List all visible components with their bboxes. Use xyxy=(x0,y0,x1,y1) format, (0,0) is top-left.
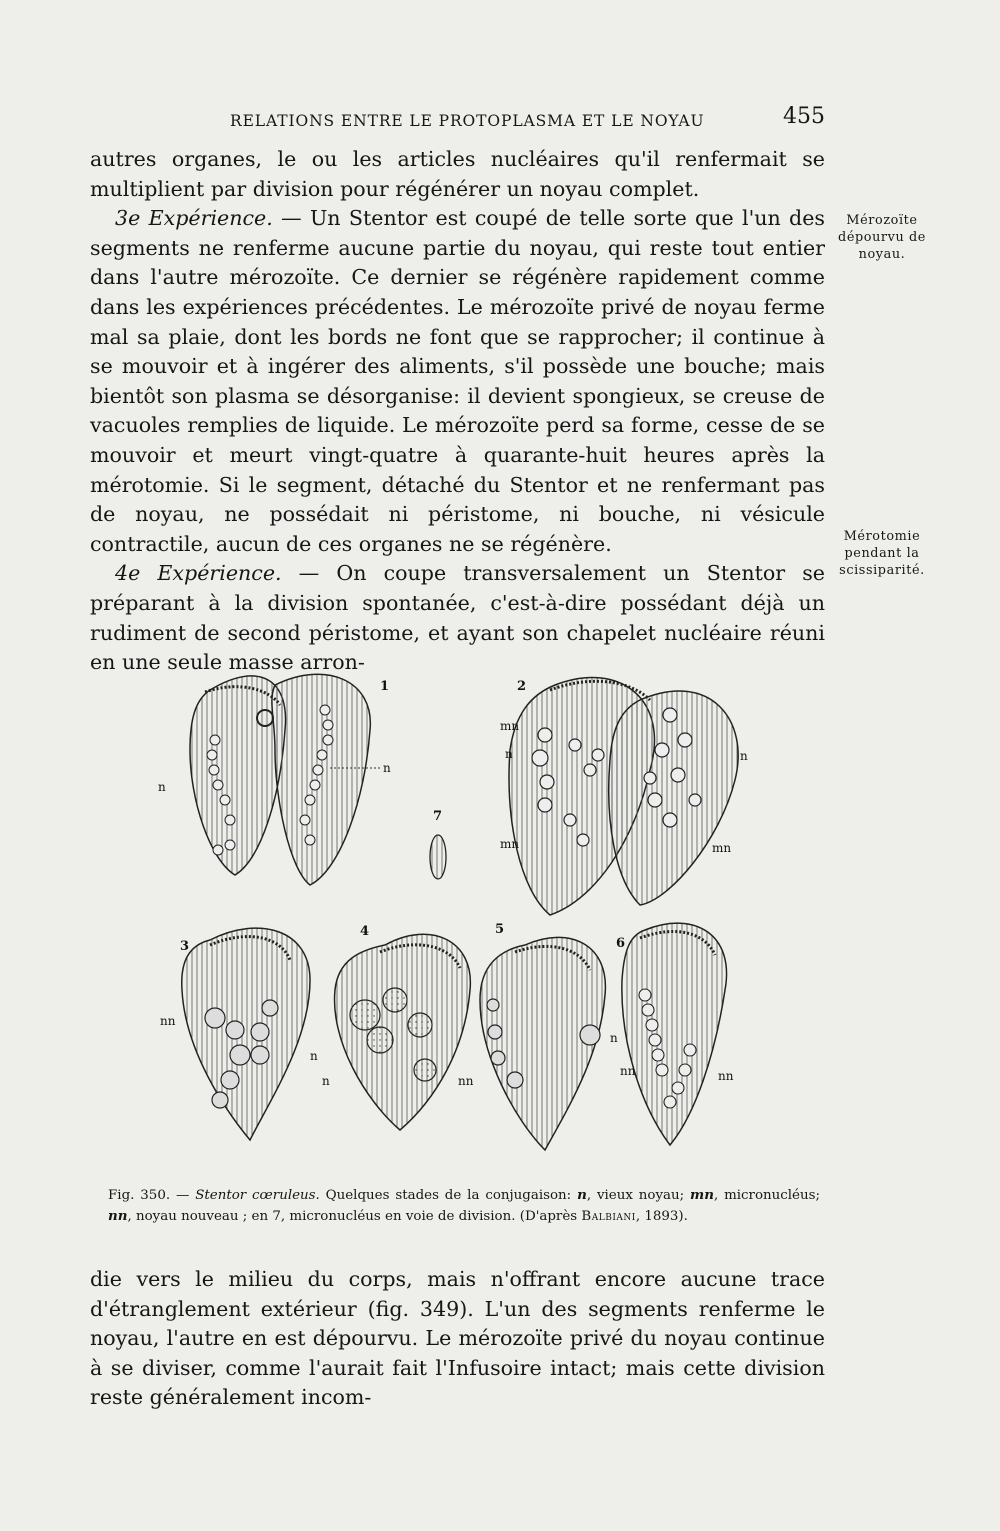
stage-2-drawing xyxy=(509,678,738,915)
annotation-nn: nn xyxy=(160,1014,176,1028)
stage-label-3: 3 xyxy=(180,939,190,954)
annotation-n: n xyxy=(383,761,391,775)
side-note-merotomie xyxy=(832,528,932,579)
caption-text: , noyau nouveau ; en 7, micronucléus en voie de division. (D'après xyxy=(127,1209,582,1224)
caption-species: Stentor cœruleus. xyxy=(195,1188,320,1203)
experience-4-text: — On coupe transversalement un Stentor se préparant à la division spontanée, c'est-à-dire possédant déjà un rudiment de second péristome, et ayant son chapelet nucléaire réuni en une seule masse arron- xyxy=(90,561,825,675)
stage-6-drawing xyxy=(622,923,727,1145)
side-note-line: noyau. xyxy=(858,247,906,262)
side-note-line: dépourvu de xyxy=(838,230,926,245)
annotation-n: n xyxy=(505,747,513,761)
side-note-line: Mérozoïte xyxy=(846,213,918,228)
annotation-mn: mn xyxy=(500,837,520,851)
caption-author: Balbiani xyxy=(581,1209,636,1224)
stage-4-drawing xyxy=(335,934,471,1130)
stage-label-4: 4 xyxy=(360,924,370,939)
caption-fig-number: Fig. 350. — xyxy=(108,1188,190,1203)
side-note-line: Mérotomie xyxy=(843,529,921,544)
side-note-line: scissiparité. xyxy=(839,563,925,578)
stentor-figure xyxy=(150,660,770,1160)
experience-3-text: — Un Stentor est coupé de telle sorte que l'un des segments ne renferme aucune partie du noyau, qui reste tout entier dans l'autre mérozoïte. Ce dernier se régénère rapidement comme dans les expériences précédentes. Le mérozoïte privé de noyau ferme mal sa plaie, dont les bords ne font que se rapprocher; il continue à se mouvoir et à ingérer des aliments, s'il possède une bouche; mais bientôt son plasma se désorganise: il devient spongieux, se creuse de vacuoles remplies de liquide. Le mérozoïte perd sa forme, cesse de se mouvoir et meurt vingt-quatre à quarante-huit heures après la mérotomie. Si le segment, détaché du Stentor et ne renfermant pas de noyau, ne possédait ni péristome, ni bouche, ni vésicule contractile, aucun de ces organes ne se régénère. xyxy=(90,206,825,556)
stage-label-6: 6 xyxy=(616,936,626,951)
annotation-n: n xyxy=(610,1031,618,1045)
experience-3-label: 3e Expérience. xyxy=(115,206,273,231)
annotation-n: n xyxy=(158,780,166,794)
header-title: RELATIONS ENTRE LE PROTOPLASMA ET LE NOYAU xyxy=(230,112,705,130)
caption-symbol-mn: mn xyxy=(690,1187,714,1203)
annotation-n: n xyxy=(322,1074,330,1088)
annotation-nn: nn xyxy=(620,1064,636,1078)
stage-1-drawing xyxy=(190,674,370,885)
stage-5-drawing xyxy=(480,937,605,1150)
stage-label-2: 2 xyxy=(517,679,527,694)
caption-text: , vieux noyau; xyxy=(586,1188,691,1203)
annotation-n: n xyxy=(310,1049,318,1063)
caption-text: Quelques stades de la conjugaison: xyxy=(319,1188,578,1203)
annotation-mn: mn xyxy=(500,719,520,733)
stage-7-drawing xyxy=(430,835,446,879)
top-text-block xyxy=(90,145,825,678)
caption-symbol-nn: nn xyxy=(108,1208,128,1224)
side-note-line: pendant la xyxy=(844,546,920,561)
stage-3-drawing xyxy=(182,928,310,1140)
paragraph-experience-3 xyxy=(90,204,825,559)
annotation-mn: mn xyxy=(712,841,732,855)
side-note-merozoite xyxy=(832,212,932,263)
stage-label-1: 1 xyxy=(380,679,390,694)
caption-text: , 1893). xyxy=(635,1209,688,1224)
annotation-nn: nn xyxy=(458,1074,474,1088)
stage-label-7: 7 xyxy=(433,809,443,824)
stentor-illustration xyxy=(150,660,770,1160)
experience-4-label: 4e Expérience. xyxy=(115,561,282,586)
paragraph-continuation-bottom: die vers le milieu du corps, mais n'offrant encore aucune trace d'étranglement extérieur (fig. 349). L'un des segments renferme le noyau, l'autre en est dépourvu. Le mérozoïte privé du noyau continue à se diviser, comme l'aurait fait l'Infusoire intact; mais cette division reste généralement incom- xyxy=(90,1267,825,1410)
annotation-n: n xyxy=(740,749,748,763)
caption-text: , micronucléus; xyxy=(713,1188,820,1203)
figure-caption xyxy=(108,1185,820,1227)
bottom-text-block xyxy=(90,1265,825,1413)
paragraph-continuation: autres organes, le ou les articles nucléaires qu'il renfermait se multiplient par division pour régénérer un noyau complet. xyxy=(90,147,825,201)
annotation-nn: nn xyxy=(718,1069,734,1083)
caption-symbol-n: n xyxy=(577,1187,587,1203)
stage-label-5: 5 xyxy=(495,922,505,937)
page-number: 455 xyxy=(783,104,825,129)
